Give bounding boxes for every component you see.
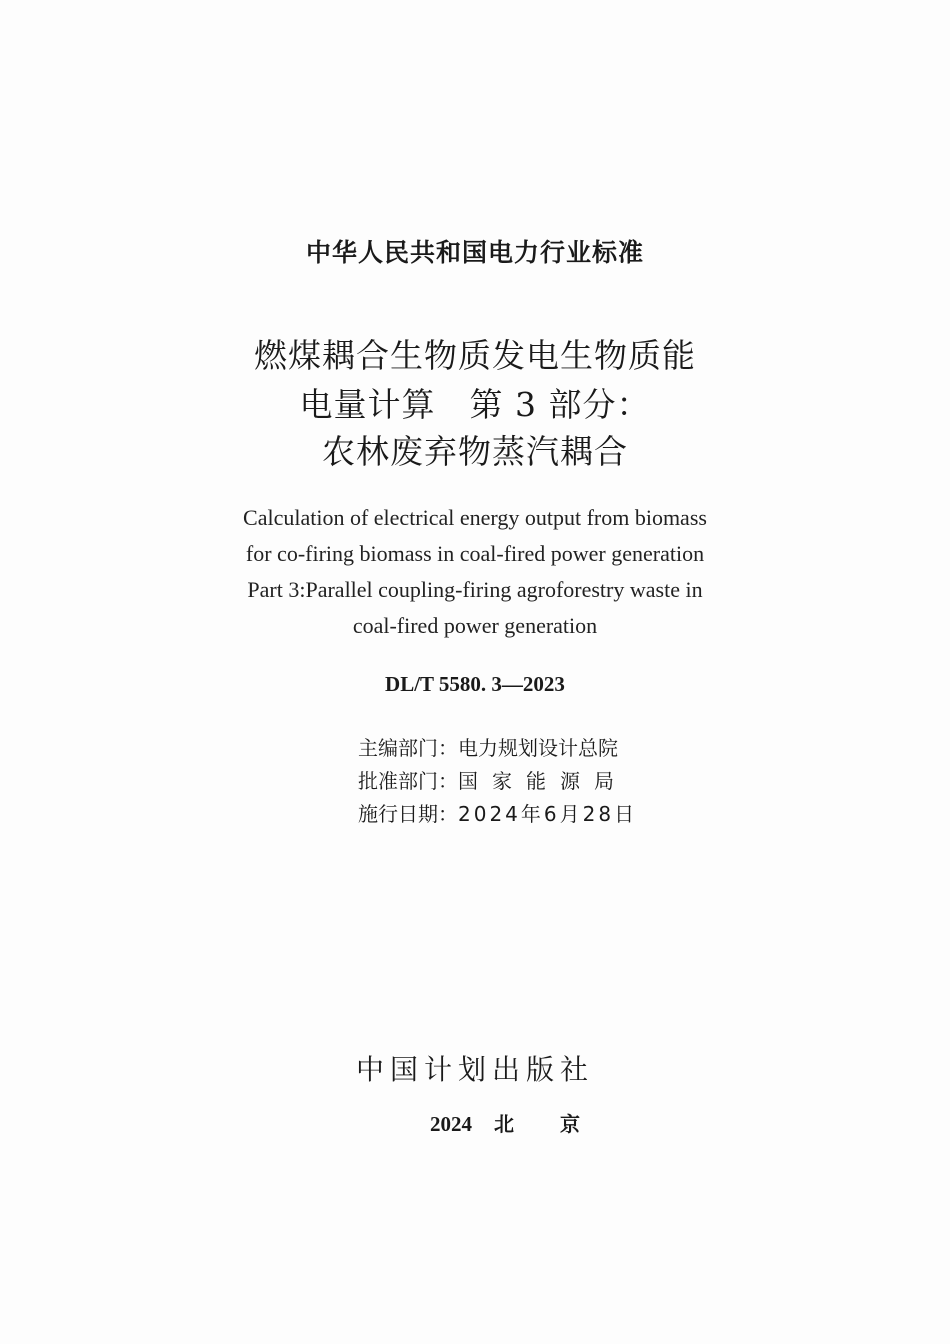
publication-year: 2024	[430, 1112, 472, 1136]
english-title-line-3: Part 3:Parallel coupling-firing agroforestry waste in	[247, 577, 703, 602]
publisher-name: 中国计划出版社	[355, 1053, 594, 1086]
english-title-line-4: coal-fired power generation	[352, 613, 598, 638]
publication-place	[430, 1108, 630, 1137]
effective-date-label: 施行日期：	[358, 802, 458, 826]
english-title-line-1: Calculation of electrical energy output from biomass	[243, 505, 707, 530]
approver-row	[358, 765, 758, 798]
approver-label: 批准部门：	[358, 769, 458, 793]
chinese-title-line-2: 电量计算 第 3 部分：	[299, 385, 651, 424]
standard-number: DL/T 5580. 3—2023	[385, 672, 565, 696]
english-title-line-2: for co-firing biomass in coal-fired power generation	[245, 541, 705, 566]
editor-row	[358, 732, 758, 765]
standard-class-heading: 中华人民共和国电力行业标准	[305, 238, 644, 267]
standard-meta-info	[358, 732, 758, 831]
publication-city: 北京	[494, 1112, 626, 1136]
effective-date-value: 2024年6月28日	[458, 802, 638, 826]
chinese-title-line-3: 农林废弃物蒸汽耦合	[322, 432, 628, 471]
editor-label: 主编部门：	[358, 736, 458, 760]
effective-date-row	[358, 798, 758, 831]
approver-value: 国家能源局	[458, 769, 628, 793]
chinese-title-line-1: 燃煤耦合生物质发电生物质能	[254, 336, 696, 375]
editor-value: 电力规划设计总院	[458, 736, 618, 760]
